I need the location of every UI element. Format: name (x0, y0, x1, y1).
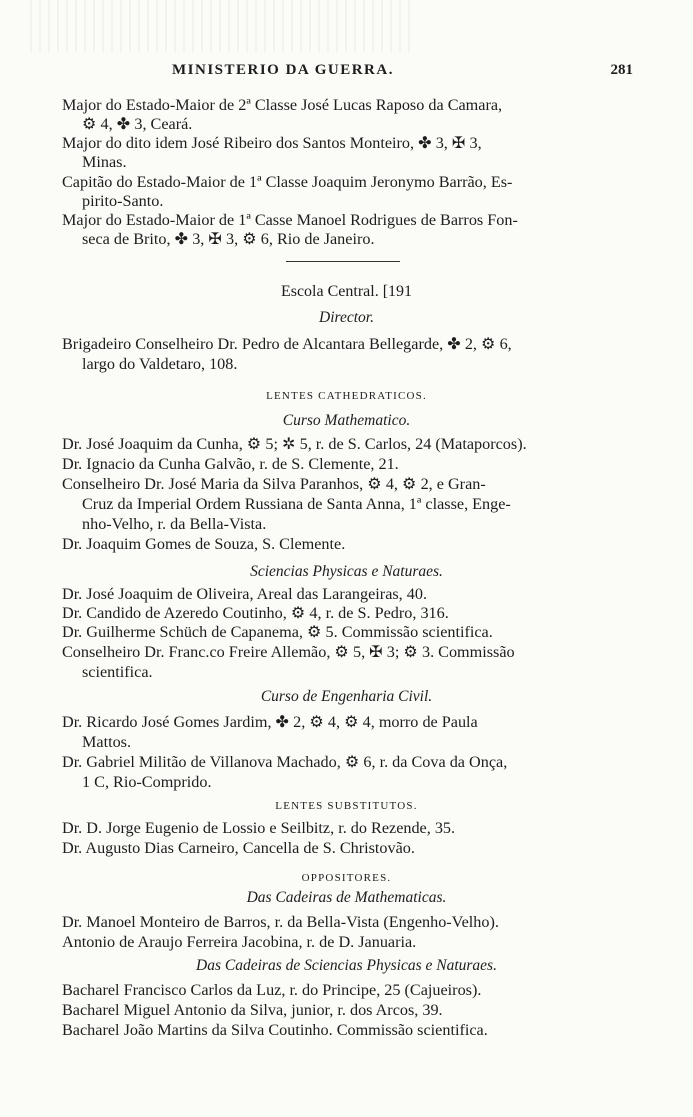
text-line: 1 C, Rio-Comprido. (82, 773, 212, 791)
text-line: Minas. (82, 153, 127, 171)
text-line: Dr. Ignacio da Cunha Galvão, r. de S. Clemente, 21. (62, 455, 399, 473)
section-divider (286, 261, 400, 262)
text-line: Dr. José Joaquim da Cunha, ⚙ 5; ✲ 5, r. de S. Carlos, 24 (Mataporcos). (62, 435, 527, 453)
subheading: Curso de Engenharia Civil. (260, 688, 433, 705)
small-caps-heading: LENTES CATHEDRATICOS. (266, 390, 427, 402)
text-line: seca de Brito, ✤ 3, ✠ 3, ⚙ 6, Rio de Janeiro. (82, 230, 375, 248)
text-line: Dr. Augusto Dias Carneiro, Cancella de S. Christovão. (62, 839, 415, 857)
subheading: Sciencias Physicas e Naturaes. (250, 563, 443, 580)
text-line: scientifica. (82, 663, 153, 681)
subheading: Das Cadeiras de Mathematicas. (246, 889, 447, 906)
text-line: Dr. D. Jorge Eugenio de Lossio e Seilbitz, r. do Rezende, 35. (62, 819, 456, 837)
text-line: nho-Velho, r. da Bella-Vista. (82, 515, 267, 533)
text-line: pirito-Santo. (82, 192, 164, 210)
page-header (60, 62, 633, 86)
text-line: Dr. Guilherme Schüch de Capanema, ⚙ 5. Commissão scientifica. (62, 623, 493, 641)
text-line: Dr. Manoel Monteiro de Barros, r. da Bella-Vista (Engenho-Velho). (62, 913, 499, 931)
text-line: Dr. Joaquim Gomes de Souza, S. Clemente. (62, 535, 346, 553)
text-line: Dr. Gabriel Militão de Villanova Machado, ⚙ 6, r. da Cova da Onça, (62, 753, 508, 771)
scan-noise (30, 0, 410, 52)
subheading: Director. (319, 309, 374, 326)
text-line: Brigadeiro Conselheiro Dr. Pedro de Alcantara Bellegarde, ✤ 2, ⚙ 6, (62, 335, 512, 353)
text-line: Dr. José Joaquim de Oliveira, Areal das Larangeiras, 40. (62, 585, 428, 603)
text-line: Bacharel Miguel Antonio da Silva, junior, r. dos Arcos, 39. (62, 1001, 443, 1019)
page-number: 281 (610, 62, 633, 78)
text-line: Major do Estado-Maior de 2ª Classe José Lucas Raposo da Camara, (62, 96, 503, 114)
text-line: Capitão do Estado-Maior de 1ª Classe Joaquim Jeronymo Barrão, Es- (62, 173, 513, 191)
small-caps-heading: LENTES SUBSTITUTOS. (275, 800, 418, 812)
subheading: Curso Mathematico. (282, 412, 411, 429)
text-line: Cruz da Imperial Ordem Russiana de Santa Anna, 1ª classe, Enge- (82, 495, 511, 513)
text-line: Conselheiro Dr. Franc.co Freire Allemão, ⚙ 5, ✠ 3; ⚙ 3. Commissão (62, 643, 515, 661)
running-title: MINISTERIO DA GUERRA. (172, 62, 394, 78)
text-line: Bacharel João Martins da Silva Coutinho. Commissão scientifica. (62, 1021, 488, 1039)
text-line: largo do Valdetaro, 108. (82, 355, 238, 373)
section-heading: Escola Central. [191 (280, 283, 413, 300)
text-line: Dr. Ricardo José Gomes Jardim, ✤ 2, ⚙ 4, ⚙ 4, morro de Paula (62, 713, 478, 731)
text-line: Major do Estado-Maior de 1ª Casse Manoel Rodrigues de Barros Fon- (62, 211, 518, 229)
text-line: ⚙ 4, ✤ 3, Ceará. (82, 115, 193, 133)
small-caps-heading: OPPOSITORES. (301, 872, 392, 884)
subheading: Das Cadeiras de Sciencias Physicas e Naturaes. (196, 957, 497, 974)
text-line: Bacharel Francisco Carlos da Luz, r. do Principe, 25 (Cajueiros). (62, 981, 482, 999)
text-line: Major do dito idem José Ribeiro dos Santos Monteiro, ✤ 3, ✠ 3, (62, 134, 482, 152)
text-line: Dr. Candido de Azeredo Coutinho, ⚙ 4, r. de S. Pedro, 316. (62, 604, 449, 622)
text-line: Mattos. (82, 733, 132, 751)
text-line: Conselheiro Dr. José Maria da Silva Paranhos, ⚙ 4, ⚙ 2, e Gran- (62, 475, 486, 493)
text-line: Antonio de Araujo Ferreira Jacobina, r. de D. Januaria. (62, 933, 417, 951)
